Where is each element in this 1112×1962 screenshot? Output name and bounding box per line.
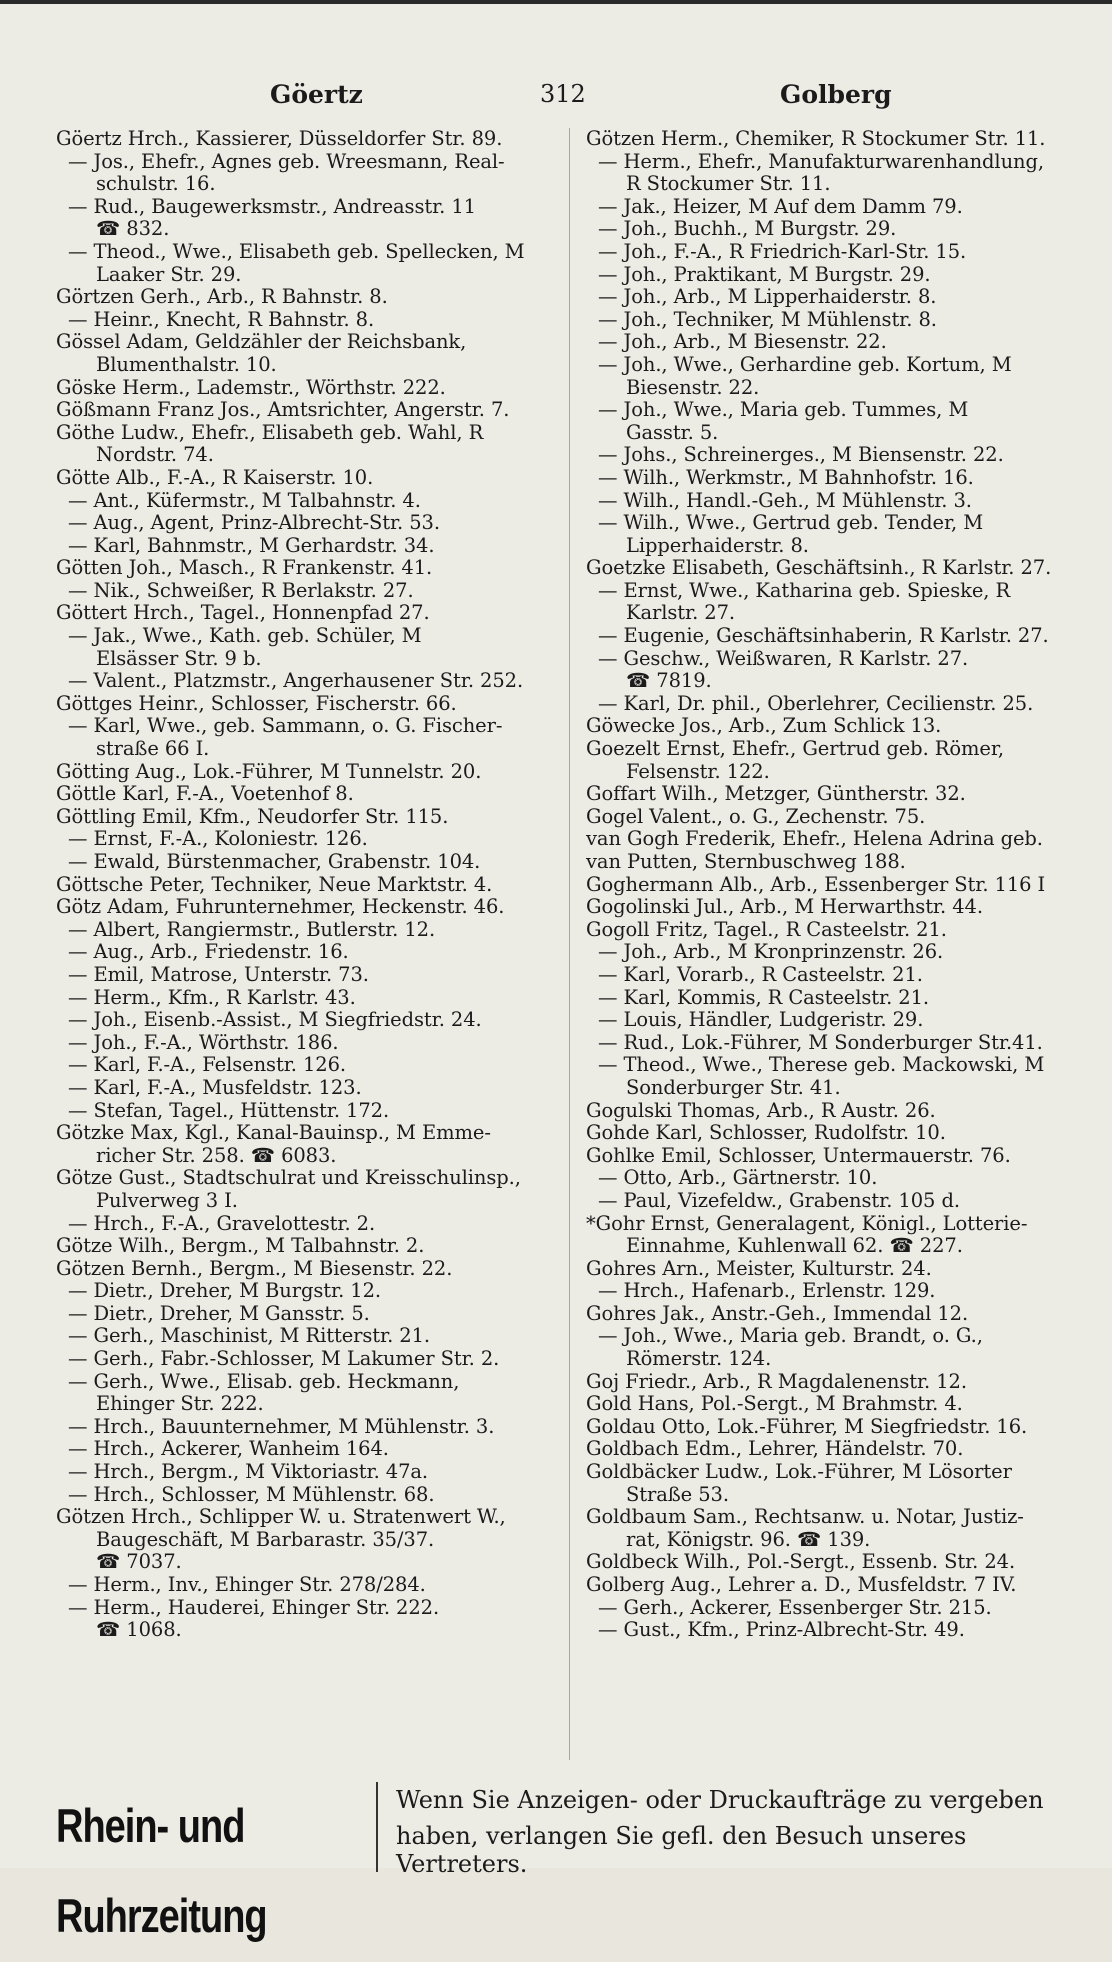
directory-entry-line: — Karl, Bahnmstr., M Gerhardstr. 34.	[68, 533, 435, 557]
directory-entry-line: Göske Herm., Lademstr., Wörthstr. 222.	[56, 375, 446, 399]
directory-entry-line: Lipperhaiderstr. 8.	[626, 533, 809, 557]
directory-entry-line: Römerstr. 124.	[626, 1347, 772, 1371]
directory-entry-line: Götze Gust., Stadtschulrat und Kreisschulinsp.,	[56, 1166, 521, 1190]
directory-entry-line: — Karl, F.-A., Musfeldstr. 123.	[68, 1075, 362, 1099]
directory-entry-line: Gohde Karl, Schlosser, Rudolfstr. 10.	[586, 1121, 946, 1145]
directory-entry-line: — Theod., Wwe., Elisabeth geb. Spellecken, M	[68, 239, 525, 263]
header-right-keyword: Golberg	[780, 80, 892, 109]
directory-entry-line: — Karl, Dr. phil., Oberlehrer, Cecilienstr. 25.	[598, 691, 1034, 715]
directory-entry-line: — Jak., Heizer, M Auf dem Damm 79.	[598, 194, 963, 218]
directory-entry-line: — Johs., Schreinerges., M Biensenstr. 22.	[598, 443, 1004, 467]
directory-entry-line: Blumenthalstr. 10.	[96, 352, 277, 376]
directory-entry-line: — Wilh., Wwe., Gertrud geb. Tender, M	[598, 511, 984, 535]
directory-entry-line: — Joh., Wwe., Gerhardine geb. Kortum, M	[598, 352, 1012, 376]
directory-entry-line: — Emil, Matrose, Unterstr. 73.	[68, 962, 369, 986]
directory-entry-line: Götz Adam, Fuhrunternehmer, Heckenstr. 46.	[56, 895, 505, 919]
directory-entry-line: — Gust., Kfm., Prinz-Albrecht-Str. 49.	[598, 1618, 965, 1642]
directory-entry-line: Gogolinski Jul., Arb., M Herwarthstr. 44.	[586, 895, 983, 919]
directory-entry-line: Golberg Aug., Lehrer a. D., Musfeldstr. 7 IV.	[586, 1573, 1017, 1596]
directory-entry-line: — Dietr., Dreher, M Gansstr. 5.	[68, 1301, 370, 1325]
directory-entry-line: — Wilh., Handl.-Geh., M Mühlenstr. 3.	[598, 488, 972, 512]
directory-entry-line: — Nik., Schweißer, R Berlakstr. 27.	[68, 578, 414, 602]
directory-entry-line: Göthe Ludw., Ehefr., Elisabeth geb. Wahl, R	[56, 420, 484, 444]
directory-entry-line: Göttert Hrch., Tagel., Honnenpfad 27.	[56, 601, 430, 625]
directory-entry-line: — Herm., Hauderei, Ehinger Str. 222.	[68, 1595, 440, 1619]
ad-text-line-2: haben, verlangen Sie gefl. den Besuch unseres Vertreters.	[396, 1822, 967, 1878]
directory-entry-line: — Karl, Kommis, R Casteelstr. 21.	[598, 985, 929, 1009]
header-left-keyword: Göertz	[270, 80, 363, 109]
directory-entry-line: Göttges Heinr., Schlosser, Fischerstr. 66.	[56, 691, 457, 715]
directory-entry-line: Gohlke Emil, Schlosser, Untermauerstr. 76.	[586, 1143, 1011, 1167]
ad-text-line-1: Wenn Sie Anzeigen- oder Druckaufträge zu vergeben	[396, 1786, 1044, 1814]
directory-entry-line: — Gerh., Wwe., Elisab. geb. Heckmann,	[68, 1369, 460, 1393]
page-header	[0, 80, 1112, 116]
directory-entry-line: van Putten, Sternbuschweg 188.	[586, 850, 906, 873]
directory-entry-line: — Joh., Eisenb.-Assist., M Siegfriedstr. 24.	[68, 1008, 482, 1032]
directory-entry-line: Gasstr. 5.	[626, 420, 719, 444]
directory-entry-line: ☎ 7037.	[96, 1550, 182, 1574]
directory-entry-line: Götten Joh., Masch., R Frankenstr. 41.	[56, 556, 433, 580]
directory-entry-line: schulstr. 16.	[96, 172, 216, 196]
directory-entry-line: — Geschw., Weißwaren, R Karlstr. 27.	[598, 646, 969, 670]
directory-entry-line: Goldbeck Wilh., Pol.-Sergt., Essenb. Str. 24.	[586, 1550, 1016, 1574]
directory-entry-line: Göttling Emil, Kfm., Neudorfer Str. 115.	[56, 804, 449, 828]
directory-entry-line: richer Str. 258. ☎ 6083.	[96, 1143, 337, 1167]
directory-entry-line: Götzen Bernh., Bergm., M Biesenstr. 22.	[56, 1256, 453, 1280]
directory-entry-line: — Wilh., Werkmstr., M Bahnhofstr. 16.	[598, 465, 974, 489]
directory-entry-line: — Joh., Arb., M Biesenstr. 22.	[598, 330, 887, 354]
directory-entry-line: Gohres Arn., Meister, Kulturstr. 24.	[586, 1256, 932, 1280]
directory-entry-line: — Louis, Händler, Ludgeristr. 29.	[598, 1008, 924, 1032]
column-divider	[569, 128, 570, 1760]
directory-entry-line: — Joh., Buchh., M Burgstr. 29.	[598, 217, 897, 241]
directory-entry-line: — Jos., Ehefr., Agnes geb. Wreesmann, Real-	[68, 149, 505, 173]
directory-entry-line: Laaker Str. 29.	[96, 262, 242, 286]
directory-entry-line: — Joh., Praktikant, M Burgstr. 29.	[598, 262, 931, 286]
directory-entry-line: — Gerh., Maschinist, M Ritterstr. 21.	[68, 1324, 430, 1348]
directory-entry-line: — Joh., Arb., M Lipperhaiderstr. 8.	[598, 285, 937, 309]
directory-entry-line: Goldau Otto, Lok.-Führer, M Siegfriedstr. 16.	[586, 1414, 1028, 1438]
directory-entry-line: straße 66 I.	[96, 737, 210, 761]
directory-entry-line: — Hrch., Bauunternehmer, M Mühlenstr. 3.	[68, 1414, 495, 1438]
directory-entry-line: — Karl, Wwe., geb. Sammann, o. G. Fischer-	[68, 714, 503, 738]
directory-entry-line: Elsässer Str. 9 b.	[96, 646, 262, 670]
directory-entry-line: Göttsche Peter, Techniker, Neue Marktstr. 4.	[56, 872, 493, 896]
directory-entry-line: — Hrch., Bergm., M Viktoriastr. 47a.	[68, 1460, 429, 1484]
directory-entry-line: — Paul, Vizefeldw., Grabenstr. 105 d.	[598, 1188, 960, 1212]
directory-entry-line: — Joh., F.-A., R Friedrich-Karl-Str. 15.	[598, 239, 967, 263]
directory-entry-line: — Gerh., Ackerer, Essenberger Str. 215.	[598, 1595, 992, 1619]
directory-entry-line: — Hrch., Hafenarb., Erlenstr. 129.	[598, 1279, 936, 1303]
directory-entry-line: Felsenstr. 122.	[626, 759, 770, 783]
directory-entry-line: — Joh., Techniker, M Mühlenstr. 8.	[598, 307, 937, 331]
directory-entry-line: — Hrch., F.-A., Gravelottestr. 2.	[68, 1211, 376, 1235]
directory-entry-line: — Karl, Vorarb., R Casteelstr. 21.	[598, 962, 923, 986]
directory-entry-line: Gogel Valent., o. G., Zechenstr. 75.	[586, 804, 926, 828]
directory-entry-line: — Herm., Inv., Ehinger Str. 278/284.	[68, 1573, 426, 1596]
directory-entry-line: *Gohr Ernst, Generalagent, Königl., Lotterie-	[586, 1211, 1028, 1235]
directory-entry-line: — Jak., Wwe., Kath. geb. Schüler, M	[68, 624, 422, 648]
top-rule	[0, 0, 1112, 4]
directory-entry-line: Sonderburger Str. 41.	[626, 1075, 841, 1099]
directory-entry-line: Goj Friedr., Arb., R Magdalenenstr. 12.	[586, 1369, 967, 1393]
directory-entry-line: Pulverweg 3 I.	[96, 1188, 238, 1212]
directory-entry-line: Nordstr. 74.	[96, 443, 214, 467]
directory-entry-line: — Gerh., Fabr.-Schlosser, M Lakumer Str. 2.	[68, 1347, 500, 1371]
directory-entry-line: Gössel Adam, Geldzähler der Reichsbank,	[56, 330, 467, 354]
directory-entry-line: ☎ 832.	[96, 217, 170, 241]
directory-entry-line: Straße 53.	[626, 1482, 729, 1506]
directory-entry-line: — Eugenie, Geschäftsinhaberin, R Karlstr. 27.	[598, 624, 1049, 648]
directory-entry-line: Gogulski Thomas, Arb., R Austr. 26.	[586, 1098, 936, 1122]
directory-entry-line: Goldbach Edm., Lehrer, Händelstr. 70.	[586, 1437, 964, 1461]
directory-entry-line: Ehinger Str. 222.	[96, 1392, 264, 1416]
directory-entry-line: — Joh., Wwe., Maria geb. Brandt, o. G.,	[598, 1324, 983, 1348]
newspaper-brand: Rhein- und Ruhrzeitung	[56, 1782, 378, 1872]
directory-entry-line: Götzen Hrch., Schlipper W. u. Stratenwert W.,	[56, 1505, 506, 1529]
directory-entry-line: Einnahme, Kuhlenwall 62. ☎ 227.	[626, 1234, 963, 1258]
directory-entry-line: — Hrch., Schlosser, M Mühlenstr. 68.	[68, 1482, 435, 1506]
directory-entry-line: ☎ 7819.	[626, 669, 712, 693]
directory-entry-line: Goldbaum Sam., Rechtsanw. u. Notar, Justiz-	[586, 1505, 1024, 1529]
directory-entry-line: — Otto, Arb., Gärtnerstr. 10.	[598, 1166, 878, 1190]
directory-entry-line: ☎ 1068.	[96, 1618, 182, 1642]
directory-entry-line: Gold Hans, Pol.-Sergt., M Brahmstr. 4.	[586, 1392, 963, 1416]
directory-entry-line: Goffart Wilh., Metzger, Güntherstr. 32.	[586, 782, 966, 806]
directory-entry-line: Göertz Hrch., Kassierer, Düsseldorfer Str. 89.	[56, 128, 503, 150]
directory-entry-line: — Dietr., Dreher, M Burgstr. 12.	[68, 1279, 381, 1303]
directory-entry-line: — Herm., Ehefr., Manufakturwarenhandlung,	[598, 149, 1044, 173]
directory-entry-line: Biesenstr. 22.	[626, 375, 760, 399]
directory-entry-line: Götzke Max, Kgl., Kanal-Bauinsp., M Emme-	[56, 1121, 491, 1145]
directory-entry-line: — Rud., Lok.-Führer, M Sonderburger Str.41.	[598, 1030, 1043, 1054]
page-number: 312	[540, 80, 586, 108]
directory-entry-line: — Rud., Baugewerksmstr., Andreasstr. 11	[68, 194, 476, 218]
directory-entry-line: — Joh., F.-A., Wörthstr. 186.	[68, 1030, 339, 1054]
directory-entry-line: — Aug., Agent, Prinz-Albrecht-Str. 53.	[68, 511, 440, 535]
directory-entry-line: — Valent., Platzmstr., Angerhausener Str. 252.	[68, 669, 524, 693]
directory-entry-line: — Hrch., Ackerer, Wanheim 164.	[68, 1437, 389, 1461]
directory-entry-line: Gößmann Franz Jos., Amtsrichter, Angerstr. 7.	[56, 398, 510, 422]
directory-entry-line: — Albert, Rangiermstr., Butlerstr. 12.	[68, 917, 436, 941]
directory-entry-line: — Heinr., Knecht, R Bahnstr. 8.	[68, 307, 375, 331]
directory-entry-line: R Stockumer Str. 11.	[626, 172, 831, 196]
directory-entry-line: Gogoll Fritz, Tagel., R Casteelstr. 21.	[586, 917, 947, 941]
directory-entry-line: van Gogh Frederik, Ehefr., Helena Adrina geb.	[586, 827, 1043, 851]
directory-entry-line: — Theod., Wwe., Therese geb. Mackowski, M	[598, 1053, 1045, 1077]
directory-entry-line: Götzen Herm., Chemiker, R Stockumer Str. 11.	[586, 128, 1046, 150]
directory-entry-line: Gohres Jak., Anstr.-Geh., Immendal 12.	[586, 1301, 969, 1325]
directory-entry-line: Karlstr. 27.	[626, 601, 735, 625]
directory-entry-line: Götze Wilh., Bergm., M Talbahnstr. 2.	[56, 1234, 425, 1258]
left-column	[56, 128, 556, 1768]
directory-entry-line: — Ernst, F.-A., Koloniestr. 126.	[68, 827, 368, 851]
right-column	[586, 128, 1096, 1768]
directory-entry-line: — Herm., Kfm., R Karlstr. 43.	[68, 985, 356, 1009]
directory-entry-line: Götting Aug., Lok.-Führer, M Tunnelstr. 20.	[56, 759, 482, 783]
directory-entry-line: Görtzen Gerh., Arb., R Bahnstr. 8.	[56, 285, 388, 309]
directory-entry-line: Goghermann Alb., Arb., Essenberger Str. 116 I	[586, 872, 1046, 896]
directory-entry-line: — Aug., Arb., Friedenstr. 16.	[68, 940, 349, 964]
directory-entry-line: — Stefan, Tagel., Hüttenstr. 172.	[68, 1098, 390, 1122]
directory-entry-line: Goezelt Ernst, Ehefr., Gertrud geb. Römer,	[586, 737, 1004, 761]
directory-entry-line: — Karl, F.-A., Felsenstr. 126.	[68, 1053, 346, 1077]
directory-entry-line: — Ant., Küfermstr., M Talbahnstr. 4.	[68, 488, 421, 512]
directory-entry-line: — Joh., Arb., M Kronprinzenstr. 26.	[598, 940, 944, 964]
directory-entry-line: — Ewald, Bürstenmacher, Grabenstr. 104.	[68, 850, 481, 873]
directory-entry-line: — Joh., Wwe., Maria geb. Tummes, M	[598, 398, 969, 422]
directory-entry-line: Göwecke Jos., Arb., Zum Schlick 13.	[586, 714, 942, 738]
directory-entry-line: Götte Alb., F.-A., R Kaiserstr. 10.	[56, 465, 374, 489]
directory-entry-line: Goldbäcker Ludw., Lok.-Führer, M Lösorter	[586, 1460, 1012, 1484]
directory-entry-line: rat, Königstr. 96. ☎ 139.	[626, 1527, 871, 1551]
directory-entry-line: — Ernst, Wwe., Katharina geb. Spieske, R	[598, 578, 1011, 602]
advertisement-footer	[56, 1780, 1096, 1944]
directory-entry-line: Goetzke Elisabeth, Geschäftsinh., R Karlstr. 27.	[586, 556, 1052, 580]
directory-entry-line: Göttle Karl, F.-A., Voetenhof 8.	[56, 782, 354, 806]
directory-entry-line: Baugeschäft, M Barbarastr. 35/37.	[96, 1527, 435, 1551]
